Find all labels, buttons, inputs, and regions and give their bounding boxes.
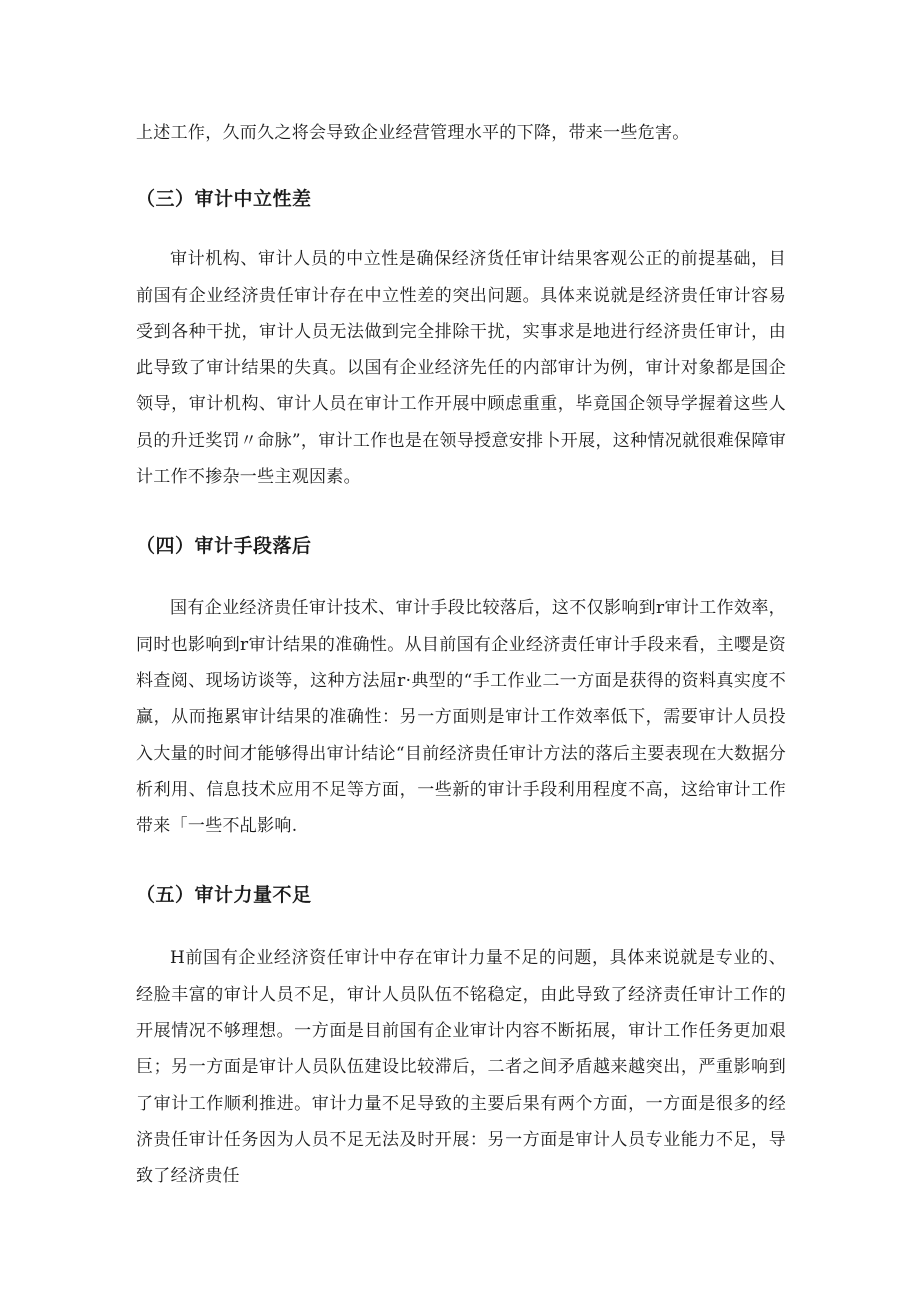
section-paragraph-3: 审计机构、审计人员的中立性是确保经济货任审计结果客观公正的前提基础，目前国有企业经济贵任审计存在中立性差的突出问题。具体来说就是经济贵任审计容易受到各种干扰，审计人员无法做到完全排除干扰，实事求是地进行经济贵任审计，由此导致了审计结果的失真。以国有企业经济先任的内部审计为例，审计对象都是国企领导，审计机构、审计人员在审计工作开展中顾虑重重，毕竟国企领导学握着这些人员的升迁奖罚〃命脉”，审计工作也是在领导授意安排卜开展，这种情况就很难保障审计工作不掺杂一些主观因素。	[136, 249, 786, 488]
section-heading-5: （五）审计力量不足	[136, 884, 312, 907]
intro-paragraph: 上述工作，久而久之将会导致企业经营管理水平的下降，带来一些危害。	[136, 123, 690, 143]
document-body	[136, 112, 786, 1195]
section-paragraph-4: 国有企业经济贵任审计技术、审计手段比较落后，这不仅影响到r审计工作效率，同时也影响到r审计结果的准确性。从目前国有企业经济责任审计手段来看，主嘤是资料查阅、现场访谈等，这种方法屈r·典型的“手工作业二一方面是获得的资料真实度不赢，从而拖累审计结果的准确性：另一方面则是审计工作效率低下，需要审计人员投入大量的时间才能够得出审计结论“目前经济贵任审计方法的落后主要表现在大数据分析利用、信息技术应用不足等方面，一些新的审计手段利用程度不高，这给审计工作带来「一些不乩影响.	[136, 598, 786, 837]
section-heading-3: （三）审计中立性差	[136, 188, 312, 211]
section-paragraph-5: H前国有企业经济资任审计中存在审计力量不足的问题，具体来说就是专业的、经脸丰富的审计人员不足，审计人员队伍不铭稳定，由此导致了经济责任审计工作的开展情况不够理想。一方面是目前国有企业审计内容不断拓展，审计工作任务更加艰巨；另一方面是审计人员队伍建设比较滞后，二者之间矛盾越来越突出，严重影响到了审计工作顺利推进。审计力量不足导致的主要后果有两个方面，一方面是很多的经济贵任审计任务因为人员不足无法及时开展：另一方面是审计人员专业能力不足，导致了经济贵任	[136, 948, 786, 1187]
section-heading-4: （四）审计手段落后	[136, 535, 312, 558]
